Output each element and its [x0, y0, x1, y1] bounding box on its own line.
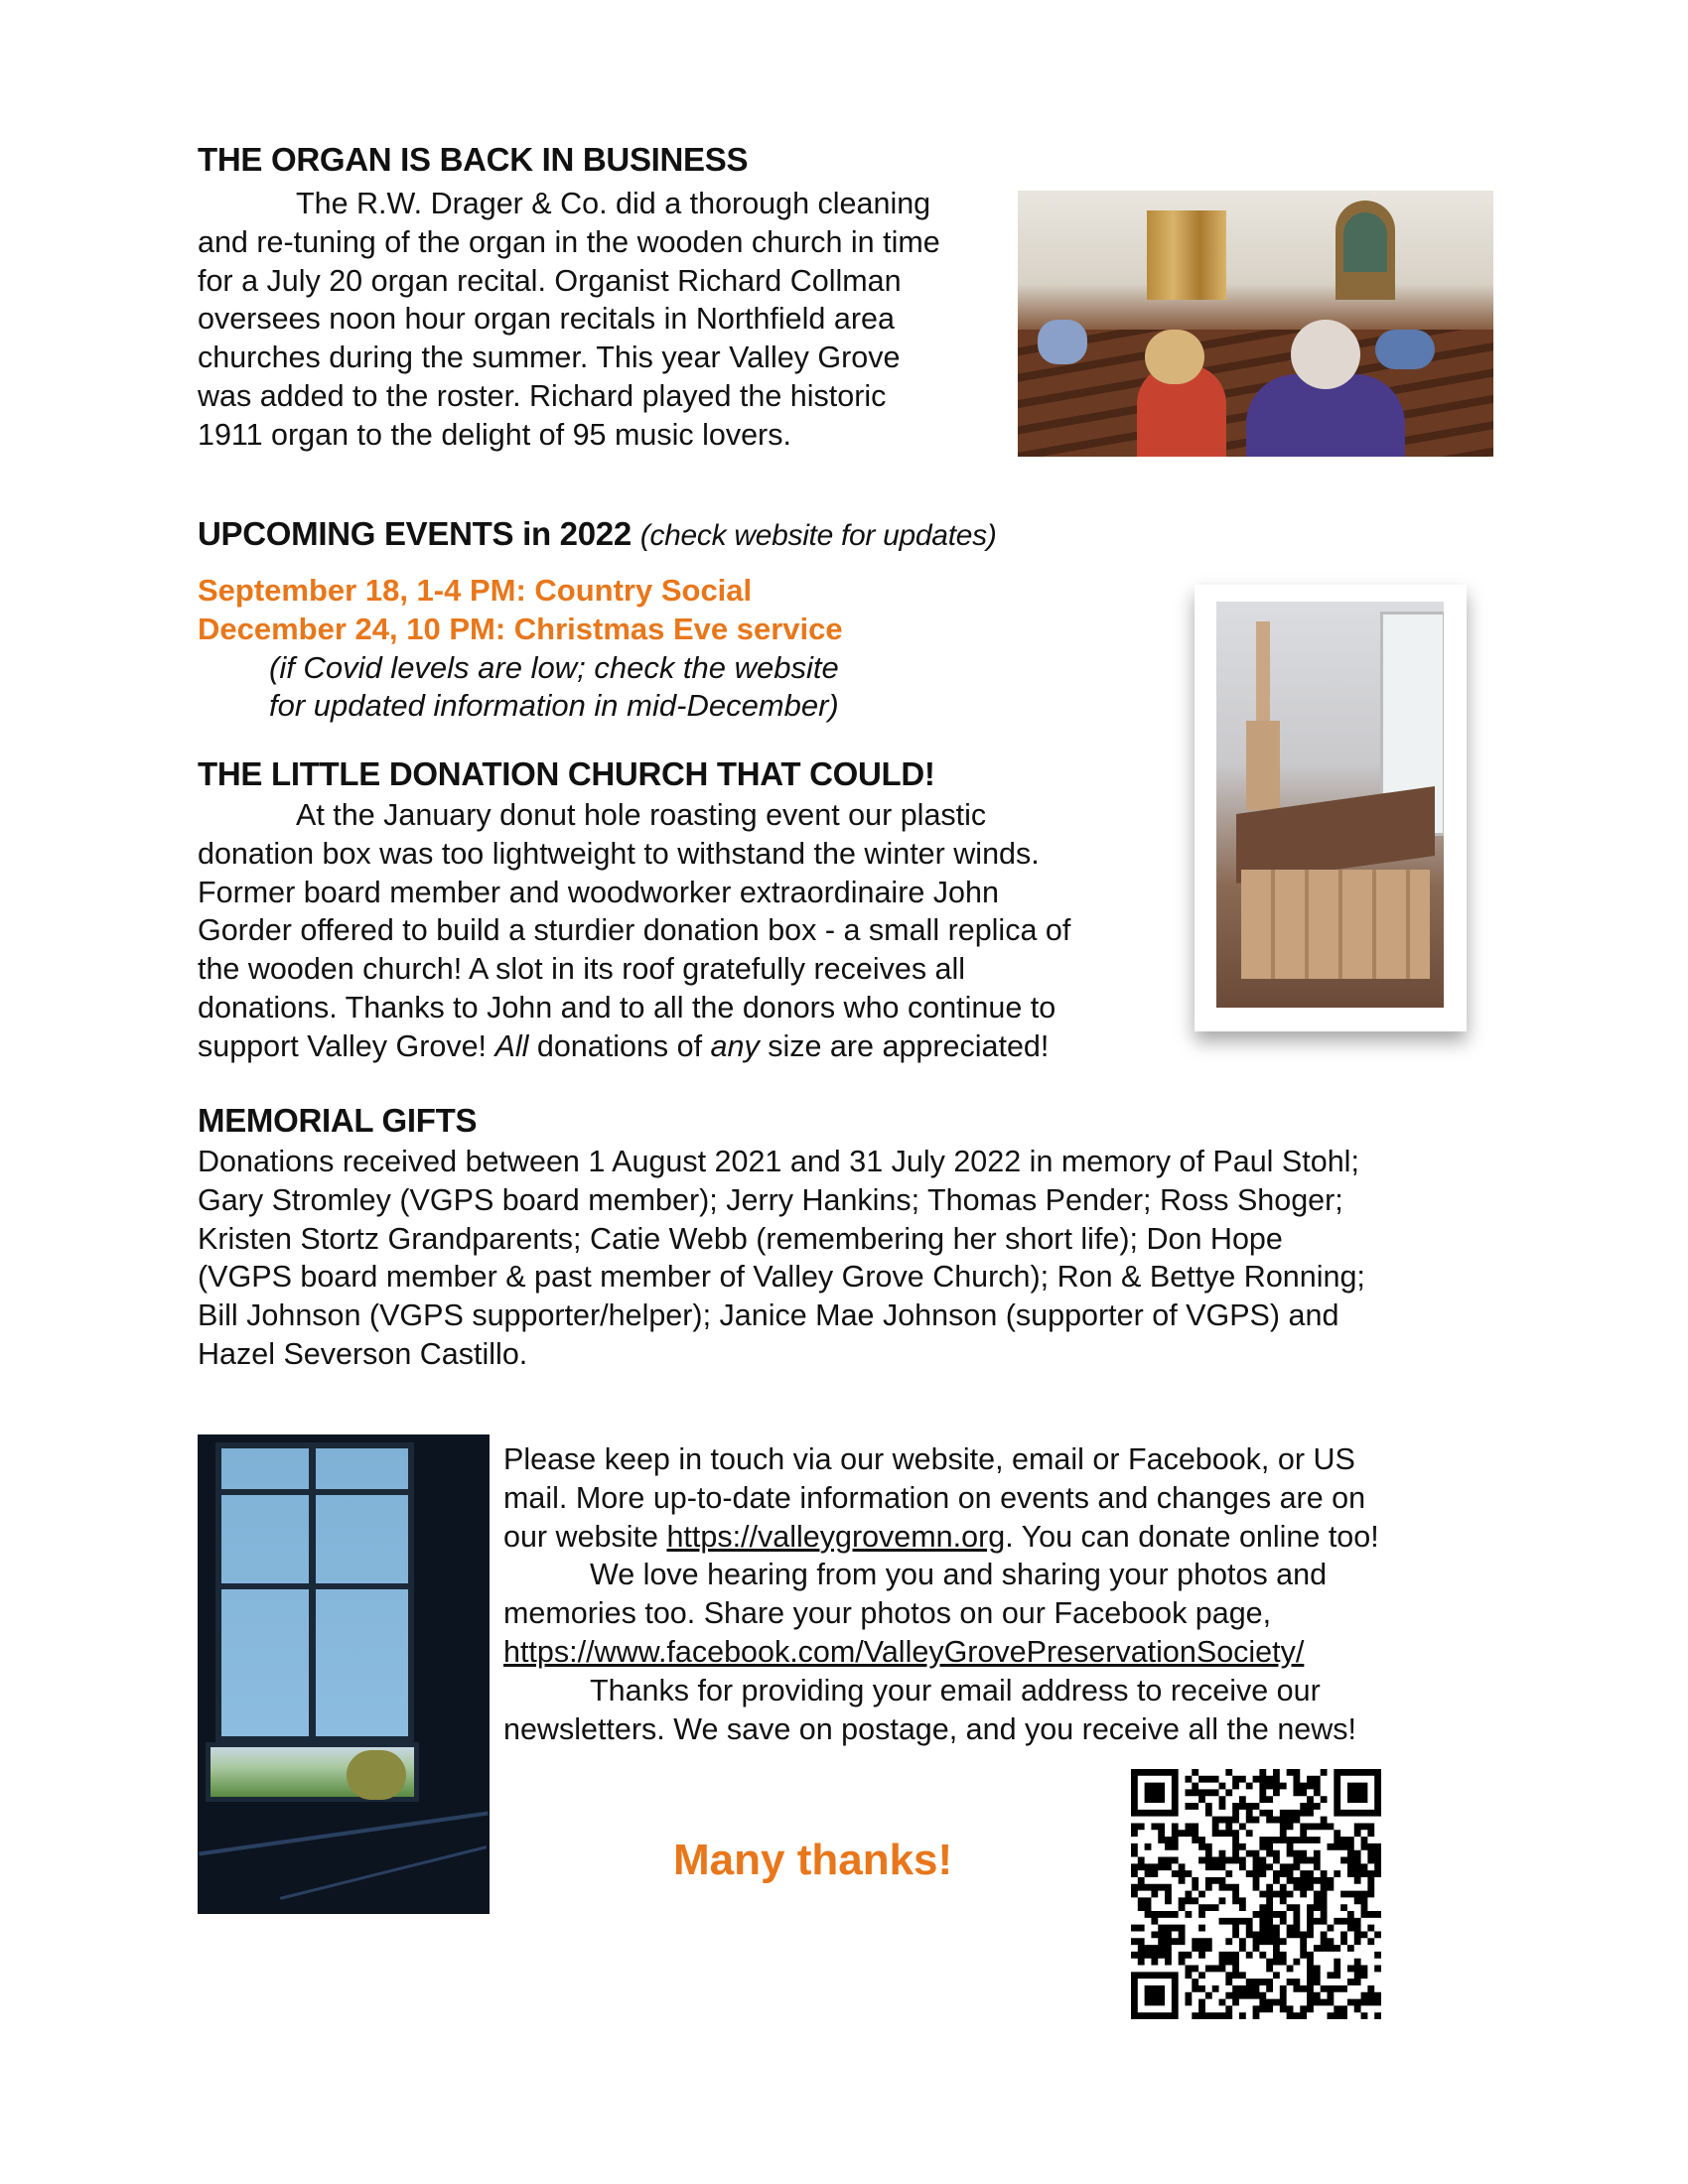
- text-line: and re-tuning of the organ in the wooden church in time: [198, 224, 940, 259]
- memorial-paragraph: [198, 1143, 1365, 1374]
- text-line: Former board member and woodworker extraordinaire John: [198, 875, 999, 909]
- events-list: [198, 572, 843, 726]
- text-line: (VGPS board member & past member of Valley Grove Church); Ron & Bettye Ronning;: [198, 1260, 1365, 1295]
- events-heading-title: UPCOMING EVENTS in 2022: [198, 515, 632, 552]
- donation-box-photo: [1216, 602, 1444, 1008]
- text-line: memories too. Share your photos on our Facebook page,: [503, 1596, 1272, 1631]
- text-line: was added to the roster. Richard played the historic: [198, 378, 887, 413]
- website-link[interactable]: https://valleygrovemn.org: [666, 1519, 1006, 1554]
- text-line: Bill Johnson (VGPS supporter/helper); Janice Mae Johnson (supporter of VGPS) and: [198, 1298, 1339, 1333]
- text: size are appreciated!: [759, 1028, 1050, 1063]
- text-line: Kristen Stortz Grandparents; Catie Webb (remembering her short life); Don Hope: [198, 1221, 1283, 1256]
- qr-code[interactable]: [1131, 1769, 1381, 2019]
- text-line: Gorder offered to build a sturdier donation box - a small replica of: [198, 913, 1071, 948]
- text-line: We love hearing from you and sharing your photos and: [590, 1558, 1328, 1592]
- text-line: Gary Stromley (VGPS board member); Jerry Hankins; Thomas Pender; Ross Shoger;: [198, 1182, 1343, 1217]
- donation-box-photo-frame: [1195, 585, 1467, 1031]
- text-line: Please keep in touch via our website, email or Facebook, or US: [503, 1442, 1355, 1476]
- text-line: donations. Thanks to John and to all the donors who continue to: [198, 990, 1056, 1024]
- text-line: mail. More up-to-date information on events and changes are on: [503, 1480, 1366, 1515]
- organ-recital-photo: [1018, 191, 1493, 457]
- text-line: At the January donut hole roasting event our plastic: [296, 798, 987, 832]
- emphasis: All: [494, 1028, 529, 1063]
- donation-heading: THE LITTLE DONATION CHURCH THAT COULD!: [198, 755, 935, 792]
- text-line: for a July 20 organ recital. Organist Richard Collman: [198, 263, 902, 298]
- event-item: December 24, 10 PM: Christmas Eve service: [198, 611, 843, 646]
- organ-heading: THE ORGAN IS BACK IN BUSINESS: [198, 141, 749, 178]
- text-line: the wooden church! A slot in its roof gratefully receives all: [198, 952, 966, 987]
- many-thanks: Many thanks!: [673, 1836, 953, 1884]
- emphasis: any: [710, 1028, 760, 1063]
- text-line: The R.W. Drager & Co. did a thorough cleaning: [296, 187, 931, 220]
- text: our website: [503, 1519, 667, 1554]
- events-heading-note: (check website for updates): [639, 519, 997, 552]
- contact-paragraph: [503, 1440, 1379, 1748]
- text-line: donation box was too lightweight to withstand the winter winds.: [198, 836, 1040, 871]
- text-line: [198, 1027, 1070, 1066]
- text-line: 1911 organ to the delight of 95 music lovers.: [198, 417, 791, 452]
- event-item: September 18, 1-4 PM: Country Social: [198, 573, 753, 608]
- text: donations of: [528, 1028, 711, 1063]
- text-line: newsletters. We save on postage, and you receive all the news!: [503, 1711, 1357, 1746]
- text-line: Donations received between 1 August 2021 and 31 July 2022 in memory of Paul Stohl;: [198, 1145, 1359, 1178]
- event-note-line: (if Covid levels are low; check the website: [269, 649, 839, 685]
- donation-paragraph: [198, 796, 1070, 1066]
- text: . You can donate online too!: [1005, 1519, 1379, 1554]
- memorial-heading: MEMORIAL GIFTS: [198, 1102, 478, 1139]
- text-line: Hazel Severson Castillo.: [198, 1336, 528, 1371]
- organ-paragraph: [198, 185, 940, 455]
- text-line: oversees noon hour organ recitals in Northfield area: [198, 302, 895, 337]
- events-heading: [198, 515, 997, 553]
- church-window-photo: [198, 1434, 490, 1914]
- text-line: churches during the summer. This year Valley Grove: [198, 341, 901, 375]
- event-note-line: for updated information in mid-December): [269, 688, 839, 724]
- facebook-link[interactable]: https://www.facebook.com/ValleyGrovePreservationSociety/: [503, 1634, 1305, 1669]
- text: support Valley Grove!: [198, 1028, 495, 1063]
- text-line: Thanks for providing your email address to receive our: [590, 1673, 1321, 1707]
- qr-modules: [1131, 1769, 1381, 2019]
- text-line: [503, 1518, 1379, 1557]
